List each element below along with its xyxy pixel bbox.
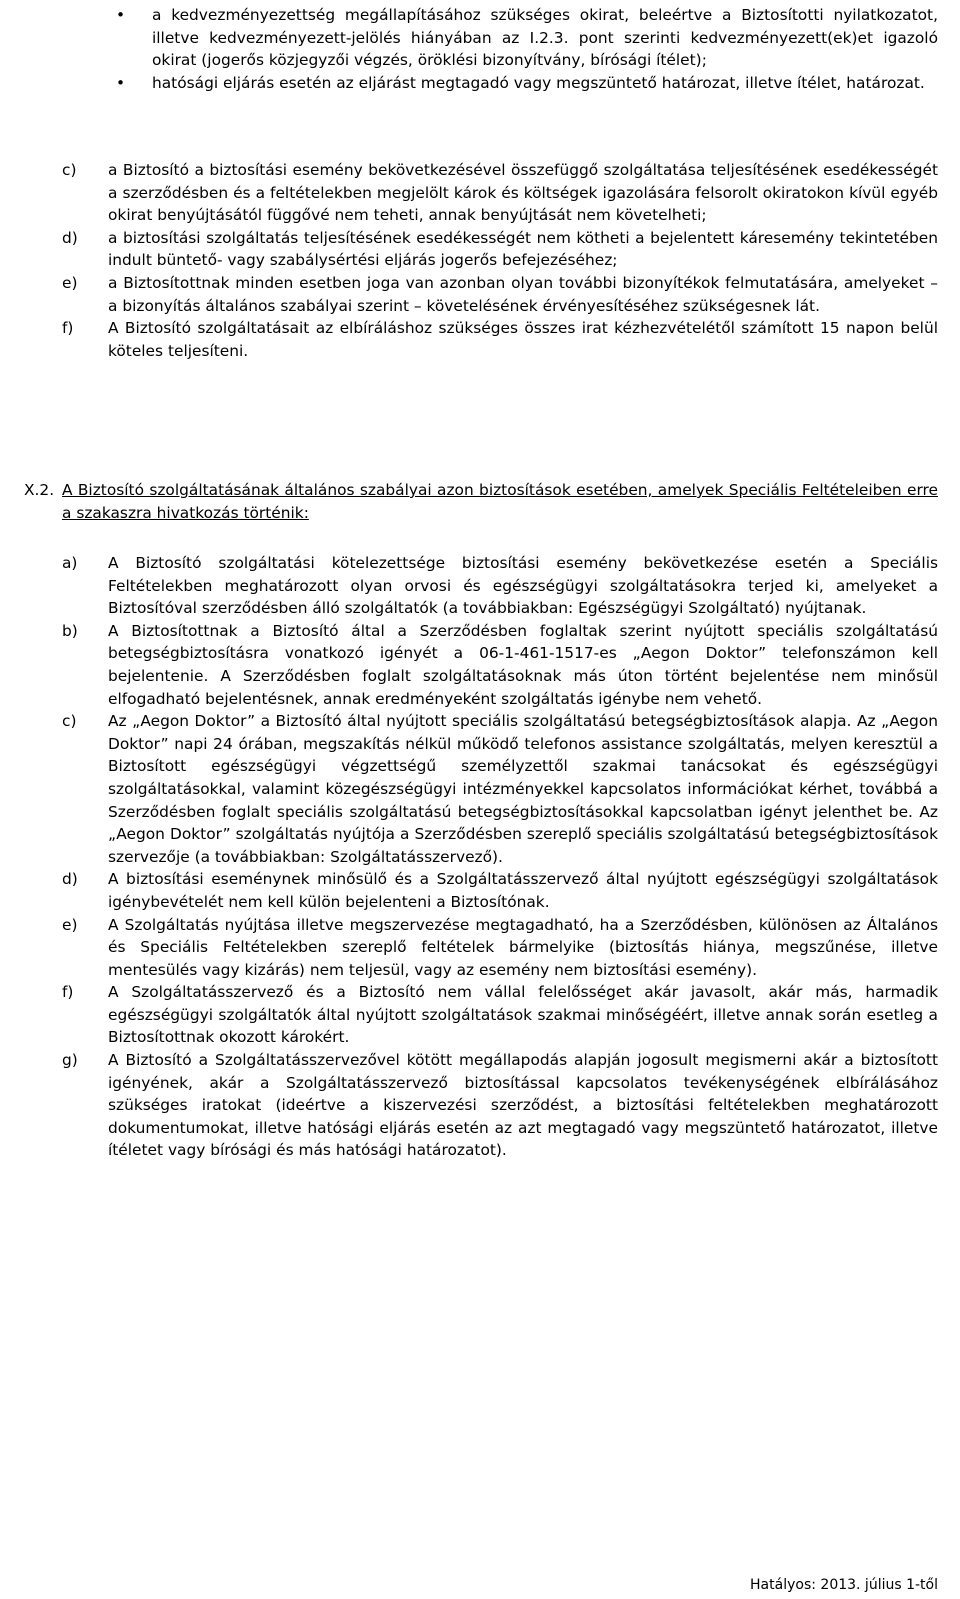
- list-item-e: [62, 272, 938, 317]
- list-bottom: [62, 552, 938, 1162]
- item-text: Az „Aegon Doktor” a Biztosító által nyújtott speciális szolgáltatású betegségbiztosítások alapja. Az „Aegon Doktor” napi 24 órában, megszakítás nélkül működő telefonos assistance szolgáltatás, melyen keresztül a Biztosított egészségügyi végzettségű személyzettől szakmai tanácsokat és egészségügyi szolgáltatásokkal, valamint közegészségügyi intézményekkel kapcsolatos információkat kérhet, továbbá a Szerződésben foglalt speciális szolgáltatású betegségbiztosításokkal kapcsolatban igényt jelenthet be. Az „Aegon Doktor” szolgáltatás nyújtója a Szerződésben szereplő speciális szolgáltatású betegségbiztosítások szervezője (a továbbiakban: Szolgáltatásszervező).: [108, 712, 938, 866]
- bullet-text: hatósági eljárás esetén az eljárást megtagadó vagy megszüntető határozat, illetve ítélet, határozat.: [152, 73, 925, 92]
- item-marker: g): [62, 1051, 78, 1070]
- item-text: A Biztosítottnak a Biztosító által a Szerződésben foglaltak szerint nyújtott speciális szolgáltatású betegségbiztosításra vonatkozó igényét a 06-1-461-1517-es „Aegon Doktor” telefonszámon kell bejelentenie. A Szerződésben foglalt szolgáltatásoknak más úton történt bejelentése nem minősül elfogadható bejelentésnek, annak eredményeként szolgáltatás igénybe nem vehető.: [108, 621, 938, 708]
- list-item-c: [62, 710, 938, 868]
- list-item-f: [62, 317, 938, 362]
- list-item-b: [62, 620, 938, 710]
- item-marker: d): [62, 870, 78, 889]
- list-item-f: [62, 981, 938, 1049]
- item-text: a Biztosítottnak minden esetben joga van azonban olyan további bizonyítékok felmutatására, amelyeket – a bizonyítás általános szabályai szerint – követelésének érvényesítéséhez szükségesnek lát.: [108, 273, 938, 315]
- item-marker: d): [62, 228, 78, 247]
- bullet-icon: •: [116, 73, 126, 92]
- bullet-icon: •: [116, 6, 126, 24]
- item-marker: e): [62, 273, 78, 292]
- item-marker: b): [62, 621, 78, 640]
- bullet-item: [108, 72, 938, 95]
- item-text: A Szolgáltatásszervező és a Biztosító nem vállal felelősséget akár javasolt, akár más, harmadik egészségügyi szolgáltatók által nyújtott szolgáltatások szakmai minőségéért, illetve annak során esetleg a Biztosítottnak okozott károkért.: [108, 983, 938, 1047]
- footer-effective-date: Hatályos: 2013. július 1-től: [750, 1577, 938, 1593]
- item-marker: e): [62, 915, 78, 934]
- bullet-item: [108, 4, 938, 72]
- bullet-list: [108, 4, 938, 94]
- item-text: A Biztosító a Szolgáltatásszervezővel kötött megállapodás alapján jogosult megismerni akár a biztosított igényének, akár a Szolgáltatásszervező biztosítással kapcsolatos tevékenységének elbírálásához szükséges iratokat (ideértve a kiszervezési szerződést, a biztosítási feltételekben meghatározott dokumentumokat, illetve hatósági eljárás esetén az azt megtagadó vagy megszüntető határozatot, illetve ítéletet vagy bírósági és más hatósági határozatot).: [108, 1051, 938, 1160]
- section-heading: A Biztosító szolgáltatásának általános szabályai azon biztosítások esetében, amelyek Speciális Feltételeiben erre a szakaszra hivatkozás történik:: [62, 481, 938, 522]
- item-text: A biztosítási eseménynek minősülő és a Szolgáltatásszervező által nyújtott egészségügyi szolgáltatások igénybevételét nem kell külön bejelenteni a Biztosítónak.: [108, 870, 938, 911]
- item-text: A Szolgáltatás nyújtása illetve megszervezése megtagadható, ha a Szerződésben, különösen az Általános és Speciális Feltételekben szereplő feltételek bármelyike (biztosítás hiánya, megszűnése, illetve mentesülés vagy kizárás) nem teljesül, vagy az esemény nem biztosítási esemény).: [108, 915, 938, 979]
- list-item-d: [62, 227, 938, 272]
- item-marker: f): [62, 983, 74, 1002]
- item-marker: c): [62, 161, 77, 179]
- item-marker: f): [62, 319, 74, 338]
- list-item-c: [62, 159, 938, 227]
- list-item-d: [62, 868, 938, 913]
- list-item-g: [62, 1049, 938, 1162]
- bullet-text: a kedvezményezettség megállapításához szükséges okirat, beleértve a Biztosítotti nyilatkozatot, illetve kedvezményezett-jelölés hiányában az I.2.3. pont szerinti kedvezményezett(ek)et igazoló okirat (jogerős közjegyzői végzés, öröklési bizonyítvány, bírósági ítélet);: [152, 6, 938, 70]
- item-text: a biztosítási szolgáltatás teljesítésének esedékességét nem kötheti a bejelentett káresemény tekintetében indult büntető- vagy szabálysértési eljárás jogerős befejezéséhez;: [108, 228, 938, 270]
- item-marker: a): [62, 554, 78, 572]
- list-top: [62, 159, 938, 362]
- item-marker: c): [62, 712, 77, 731]
- item-text: a Biztosító a biztosítási esemény bekövetkezésével összefüggő szolgáltatása teljesítésének esedékességét a szerződésben és a feltételekben megjelölt károk és költségek igazolására felsorolt okiratokon kívül egyéb okirat benyújtásától függővé nem teheti, annak benyújtását nem követelheti;: [108, 161, 938, 225]
- item-text: A Biztosító szolgáltatási kötelezettsége biztosítási esemény bekövetkezése esetén a Speciális Feltételekben meghatározott olyan orvosi és egészségügyi szolgáltatásokra terjed ki, amelyeket a Biztosítóval szerződésben álló szolgáltatók (a továbbiakban: Egészségügyi Szolgáltató) nyújtanak.: [108, 554, 938, 618]
- list-item-e: [62, 914, 938, 982]
- list-item-a: [62, 552, 938, 620]
- item-text: A Biztosító szolgáltatásait az elbíráláshoz szükséges összes irat kézhezvételétől számított 15 napon belül köteles teljesíteni.: [108, 319, 938, 360]
- section-number: X.2.: [24, 481, 55, 499]
